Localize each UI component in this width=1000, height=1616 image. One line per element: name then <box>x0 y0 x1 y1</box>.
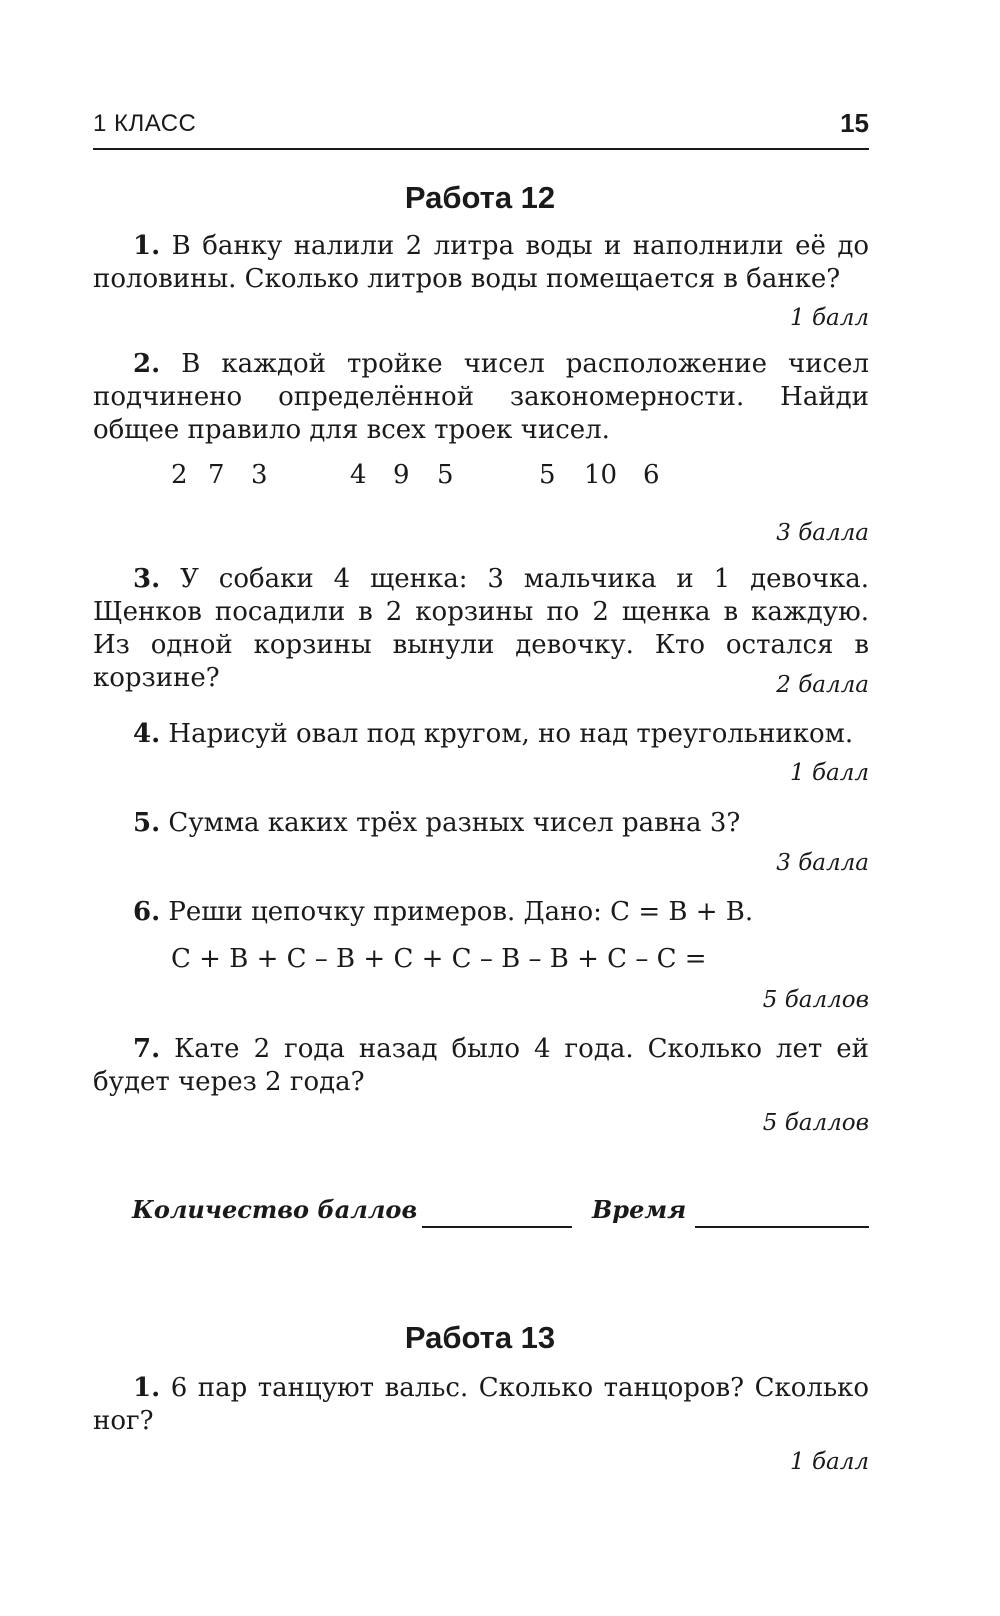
work-13-title: Работа 13 <box>404 1320 556 1355</box>
task-number: 7. <box>133 1034 161 1064</box>
task-text: У собаки 4 щенка: 3 мальчика и 1 девочка. Щенков посадили в 2 корзины по 2 щенка в каждую. Из одной корзины вынули девочку. Кто остался в корзине? <box>93 564 870 693</box>
task-3-points: 2 балла <box>776 672 869 698</box>
task-1-points: 1 балл <box>790 305 869 331</box>
task-4-points: 1 балл <box>790 760 869 786</box>
task-number: 3. <box>133 564 161 594</box>
task-5-points: 3 балла <box>776 850 869 876</box>
task-2-points: 3 балла <box>776 520 869 546</box>
task-number: 1. <box>133 231 161 261</box>
triple-2-c: 5 <box>437 460 454 490</box>
task-7 <box>93 1033 869 1099</box>
task-number: 1. <box>133 1373 161 1403</box>
score-time-line <box>132 1195 869 1235</box>
task-number: 4. <box>133 719 161 749</box>
triple-3-b: 10 <box>584 460 618 490</box>
time-label: Время <box>592 1195 687 1224</box>
task-2 <box>93 348 869 447</box>
task-7-points: 5 баллов <box>762 1110 869 1136</box>
page-header <box>93 108 869 150</box>
triple-1-a: 2 <box>171 460 188 490</box>
work-12-title: Работа 12 <box>404 180 556 215</box>
task-text: Сумма каких трёх разных чисел равна 3? <box>168 808 741 838</box>
task-6-points: 5 баллов <box>762 987 869 1013</box>
task-text: Нарисуй овал под кругом, но над треугольником. <box>168 719 854 749</box>
expression-chain: С + В + С – В + С + С – В – В + С – С = <box>171 944 707 974</box>
page-number: 15 <box>840 108 869 138</box>
task-number: 6. <box>133 897 161 927</box>
triple-3-c: 6 <box>643 460 660 490</box>
task-4 <box>93 718 869 751</box>
triple-1-c: 3 <box>251 460 268 490</box>
task-1 <box>93 230 869 296</box>
task-text: В каждой тройке чисел расположение чисел подчинено определённой закономерности. Найди общее правило для всех троек чисел. <box>93 349 869 445</box>
work13-task-1-points: 1 балл <box>790 1449 869 1475</box>
triple-3-a: 5 <box>539 460 556 490</box>
task-text: 6 пар танцуют вальс. Сколько танцоров? Сколько ног? <box>93 1373 870 1436</box>
score-label: Количество баллов <box>132 1195 418 1224</box>
task-text: В банку налили 2 литра воды и наполнили её до половины. Сколько литров воды помещается в банке? <box>93 231 869 294</box>
grade-label: 1 КЛАСС <box>93 110 197 137</box>
triple-2-b: 9 <box>393 460 410 490</box>
task-number: 5. <box>133 808 161 838</box>
work13-task-1 <box>93 1372 869 1438</box>
time-blank[interactable] <box>695 1226 869 1228</box>
task-text: Реши цепочку примеров. Дано: С = В + В. <box>168 897 754 927</box>
task-number: 2. <box>133 349 161 379</box>
task-6 <box>93 896 869 929</box>
triple-2-a: 4 <box>350 460 367 490</box>
score-blank[interactable] <box>422 1226 572 1228</box>
task-text: Кате 2 года назад было 4 года. Сколько лет ей будет через 2 года? <box>93 1034 870 1097</box>
task-5 <box>93 807 869 840</box>
triple-1-b: 7 <box>208 460 225 490</box>
